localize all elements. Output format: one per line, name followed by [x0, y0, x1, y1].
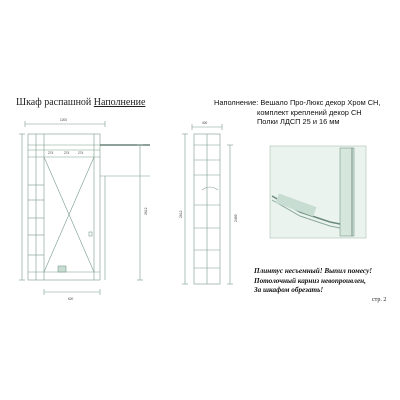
front-shelf-label-3: 274	[78, 151, 84, 155]
note-line-2: Потолочный карниз невопроивлен,	[254, 276, 366, 285]
front-height-label: 2612	[144, 207, 148, 215]
note-line-1: Плинтус несъемный! Выпил помесу!	[254, 267, 373, 275]
title-part-2: Наполнение	[93, 97, 146, 108]
front-view-drawing	[19, 121, 150, 295]
front-shelf-label-2: 274	[64, 151, 70, 155]
title-part-1: Шкаф распашной	[16, 97, 92, 108]
side-width-label: 400	[202, 121, 208, 125]
front-width-bottom-label: 620	[68, 297, 74, 301]
filling-line-1: Наполнение: Вешало Про-Люкс декор Хром СН,	[214, 98, 381, 107]
filling-line-2: комплект креплений декор СН	[257, 107, 362, 117]
side-height-inner-label: 2499	[234, 214, 238, 222]
installation-notes	[254, 267, 372, 296]
side-view-drawing	[182, 124, 233, 284]
note-line-3: За шкафом обрезать!	[254, 286, 324, 295]
front-width-top-label: 1200	[60, 118, 68, 122]
detail-illustration	[268, 144, 368, 240]
filling-line-3: Полки ЛДСП 25 и 16 мм	[257, 117, 340, 127]
side-height-outer-label: 2612	[179, 210, 183, 218]
front-shelf-label-1: 274	[48, 151, 54, 155]
page-number: стр. 2	[372, 297, 387, 303]
